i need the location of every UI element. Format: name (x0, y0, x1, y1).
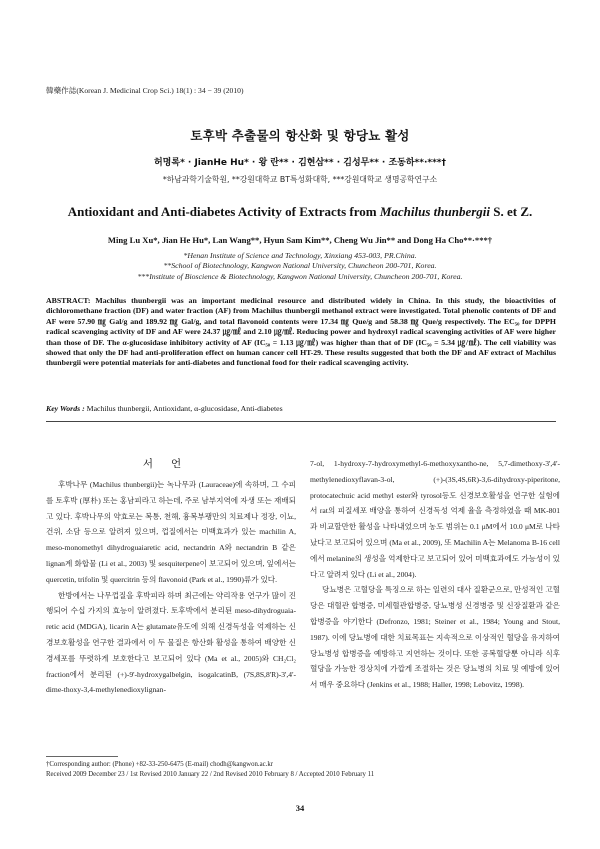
abstract (46, 296, 556, 369)
english-title-main: Antioxidant and Anti-diabetes Activity of Extracts from (67, 204, 380, 219)
left-column (46, 477, 296, 698)
keywords-label: Key Words : (46, 404, 85, 413)
english-title-end: S. et Z. (490, 204, 533, 219)
korean-authors: 허명록* · JianHe Hu* · 왕 란** · 김현삼** · 김성무** · 조동하**·***† (153, 158, 446, 168)
intro-paragraph-2: 한방에서는 나무껍질을 후박피라 하며 최근에는 약리작용 연구가 많이 진행되어 수십 가지의 효능이 알려졌다. 토후박에서 분리된 meso-dihydroguaia-retic acid (MDGA), licarin A는 glutamate유도에 의해 신경독성을 억제하는 신경보호활성을 연구한 결과에서 이 두 물질은 항산화 활성을 통하여 배양한 신경세포를 뚜렷하게 보호한다고 보고되어 있다 (Ma et al., 2005)와 CH₂Cl₂ fraction에서 분리된 (+)-9'-hydroxygalbelgin, isogalcatinB, (7S,8S,8'R)-3',4'-dime-thoxy-3,4-methylenedioxylignan- (46, 590, 296, 695)
intro-paragraph-3: 7-ol, 1-hydroxy-7-hydroxymethyl-6-methoxyxantho-ne, 5,7-dimethoxy-3',4'- methylenedioxyflavan-3-ol, (+)-(3S,4S,6R)-3,6-dihydroxy-piperitone, protocatechuic acid methyl ester와 tyrosol등도 신경보호활성을 연구한 실험에서 rat의 피질세포 배양을 통하여 신경독성 억제 율을 측정하였을 때 MK-801과 비교할만한 활성을 나타내었으며 농도 범위는 0.1 μM에서 10.0 μM로 나타났다고 보고되어 있으며 (Ma et al., 2009), 또 Machilin A는 Melanoma B-16 cell에서 melanine의 생성을 억제한다고 보고되어 있어 미백효과에도 가능성이 있다고 알려져 있다 (Li et al., 2004). (310, 459, 560, 579)
intro-paragraph-4: 당뇨병은 고혈당을 특징으로 하는 일련의 대사 질환군으로, 만성적인 고혈당은 대혈관 합병증, 미세혈관합병증, 당뇨병성 신경병증 및 신장질환과 같은 합병증을 야기한다 (Defronzo, 1981; Steiner et al., 1984; Young and Stout, 1987). 이에 당뇨병에 대한 치료목표는 지속적으로 이상적인 혈당을 유지하여 당뇨병성 합병증을 예방하고 지연하는 것이다. 또한 공복혈당뿐 아니라 식후혈당을 가능한 정상치에 가깝게 조절하는 것은 당뇨병의 치료 및 예방에 있어서 매우 중요하다 (Jenkins et al., 1988; Haller, 1998; Lebovitz, 1998). (310, 585, 560, 690)
page-number: 34 (295, 803, 305, 813)
corresponding-author: †Corresponding author: (Phone) +82-33-250-6475 (E-mail) chodh@kangwon.ac.kr (46, 761, 273, 768)
english-authors: Ming Lu Xu*, Jian He Hu*, Lan Wang**, Hyun Sam Kim**, Cheng Wu Jin** and Dong Ha Cho**·***† (107, 235, 493, 245)
affiliation-2: **School of Biotechnology, Kangwon National University, Chuncheon 200-701, Korea. (163, 261, 437, 271)
introduction-heading: 서언 (142, 458, 200, 470)
footnote-divider (46, 756, 118, 757)
keywords-text: Machilus thunbergii, Antioxidant, α-glucosidase, Anti-diabetes (84, 404, 283, 413)
korean-affiliations: *하남과학기술학원, **강원대학교 BT특성화대학, ***강원대학교 생명공학연구소 (162, 175, 438, 184)
footnote (46, 760, 374, 779)
korean-title: 토후박 추출물의 항산화 및 항당뇨 활성 (190, 128, 410, 143)
journal-header: 韓藥作誌(Korean J. Medicinal Crop Sci.) 18(1) : 34 − 39 (2010) (46, 86, 244, 95)
right-column (310, 456, 560, 693)
english-affiliations (0, 251, 600, 282)
english-title-species: Machilus thunbergii (379, 204, 491, 219)
english-title (0, 204, 600, 220)
section-divider (46, 421, 556, 422)
intro-paragraph-1: 후박나무 (Machilus thunbergii)는 녹나무과 (Lauraceae)에 속하며, 그 수피를 토후박 (厚朴) 또는 홍남피라고 하는데, 주로 남부지역에 자생 또는 재배되고 있다. 후박나무의 약효로는 복통, 천해, 흉복부팽만의 치료제나 정장, 이뇨, 건위, 소담 등으로 알려져 있으며, 껍질에서는 미백효과가 있는 machilin A, meso-monomethyl dihydroguaiaretic acid, nectandrin A와 nectandrin B 같은 lignan계 화합물 (Li et al., 2003) 및 sesquiterpene이 보고되어 있으며, 잎에서는 quercetin, trifolin 및 quercitrin 등의 flavonoid (Park et al., 1990)류가 있다. (46, 480, 296, 584)
affiliation-3: ***Institute of Bioscience & Biotechnology, Kangwon National University, Chuncheon 200-701, Korea. (137, 271, 463, 281)
abstract-label: ABSTRACT: (46, 296, 91, 305)
keywords (46, 404, 283, 413)
received-dates: Received 2009 December 23 / 1st Revised 2010 January 22 / 2nd Revised 2010 February 8 / Accepted 2010 February 11 (46, 770, 375, 778)
affiliation-1: *Henan Institute of Science and Technology, Xinxiang 453-003, PR.China. (183, 251, 417, 260)
abstract-text: Machilus thunbergii was an important medicinal resource and distributed widely in China. In this study, the bioactivities of dichloromethane fraction (DF) and water fraction (AF) from Machilus thunbergii methanol extract were investigated. Total phenolic contents of DF and AF were 57.90 ㎎ Gal/g and 189.92 ㎎ Gal/g, and total flavonoid contents were 17.34 ㎎ Que/g and 58.38 ㎎ Que/g respectively. The EC₅₀ for DPPH radical scavenging activity of DF and AF were 24.37 ㎍/㎖ and 2.10 ㎍/㎖. Reducing power and hydroxyl radical scavenging activities of AF were higher than those of DF. The α-glucosidase inhibitory activity of AF (IC₅₀ = 1.13 ㎍/㎖) was higher than that of DF (IC₅₀ = 5.34 ㎍/㎖). The cell viability was showed that only the DF had anti-proliferation effect on human cancer cell HT-29. These results suggested that both the DF and AF extract of Machilus thunbergii were potential materials for anti-diabetes and functional food for their radical scavenging activity. (46, 296, 556, 368)
